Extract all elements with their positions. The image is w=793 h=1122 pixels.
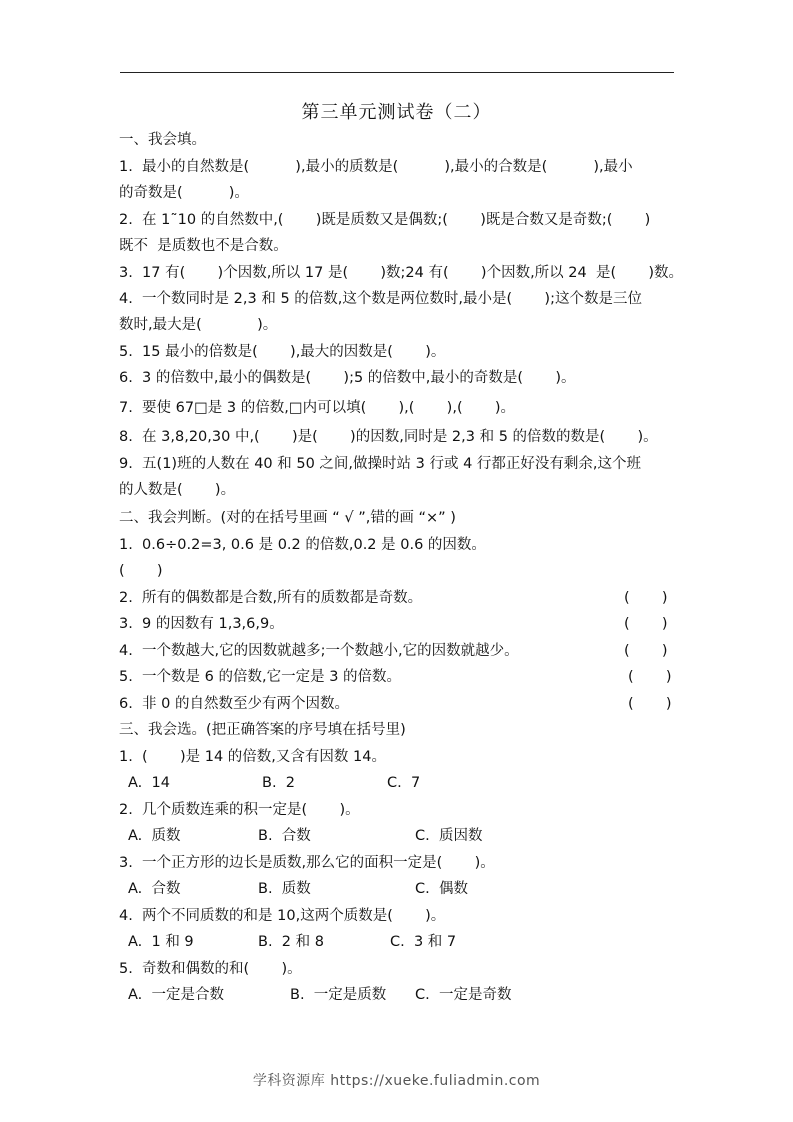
choice-2-option-c: C. 质因数 (415, 828, 483, 844)
choice-question-3: 3. 一个正方形的边长是质数,那么它的面积一定是( )。 (119, 855, 495, 871)
choice-question-2: 2. 几个质数连乘的积一定是( )。 (119, 802, 360, 818)
fill-line-6: 4. 一个数同时是 2,3 和 5 的倍数,这个数是两位数时,最小是( );这个数是三位 (119, 291, 642, 307)
fill-line-1: 1. 最小的自然数是( ),最小的质数是( ),最小的合数是( ),最小 (119, 159, 633, 175)
section-heading-judge: 二、我会判断。(对的在括号里画 “ √ ”,错的画 “×” ) (119, 510, 456, 526)
section-heading-fill: 一、我会填。 (119, 132, 206, 148)
choice-3-option-b: B. 质数 (258, 881, 311, 897)
choice-3-option-c: C. 偶数 (415, 881, 468, 897)
judge-answer-paren-4: ( ) (624, 643, 668, 659)
judge-question-6: 6. 非 0 的自然数至少有两个因数。 (119, 696, 349, 712)
judge-question-3: 3. 9 的因数有 1,3,6,9。 (119, 616, 284, 632)
judge-answer-paren-6: ( ) (628, 696, 672, 712)
choice-2-option-b: B. 合数 (258, 828, 311, 844)
choice-1-option-b: B. 2 (262, 775, 296, 791)
fill-line-5: 3. 17 有( )个因数,所以 17 是( )数;24 有( )个因数,所以 24 是( )数。 (119, 265, 684, 281)
fill-line-2: 的奇数是( )。 (119, 185, 249, 201)
choice-question-1: 1. ( )是 14 的倍数,又含有因数 14。 (119, 749, 386, 765)
choice-1-option-c: C. 7 (387, 775, 421, 791)
judge-answer-paren-2: ( ) (624, 590, 668, 606)
judge-answer-paren-1: ( ) (119, 563, 163, 579)
fill-line-8: 5. 15 最小的倍数是( ),最大的因数是( )。 (119, 344, 446, 360)
fill-line-7: 数时,最大是( )。 (119, 317, 278, 333)
judge-answer-paren-3: ( ) (624, 616, 668, 632)
choice-4-option-c: C. 3 和 7 (390, 934, 457, 950)
choice-4-option-a: A. 1 和 9 (128, 934, 194, 950)
choice-question-4: 4. 两个不同质数的和是 10,这两个质数是( )。 (119, 908, 446, 924)
choice-4-option-b: B. 2 和 8 (258, 934, 324, 950)
choice-5-option-c: C. 一定是奇数 (415, 987, 512, 1003)
judge-question-1: 1. 0.6÷0.2=3, 0.6 是 0.2 的倍数,0.2 是 0.6 的因数。 (119, 537, 486, 553)
page-title: 第三单元测试卷（二） (301, 102, 492, 123)
fill-line-13: 的人数是( )。 (119, 482, 236, 498)
judge-question-4: 4. 一个数越大,它的因数就越多;一个数越小,它的因数就越少。 (119, 643, 519, 659)
fill-line-3: 2. 在 1˜10 的自然数中,( )既是质数又是偶数;( )既是合数又是奇数;( ) (119, 212, 651, 228)
section-heading-choose: 三、我会选。(把正确答案的序号填在括号里) (119, 722, 406, 738)
judge-question-5: 5. 一个数是 6 的倍数,它一定是 3 的倍数。 (119, 669, 402, 685)
fill-line-4: 既不 是质数也不是合数。 (119, 238, 288, 254)
choice-1-option-a: A. 14 (128, 775, 170, 791)
choice-3-option-a: A. 合数 (128, 881, 181, 897)
choice-5-option-b: B. 一定是质数 (290, 987, 387, 1003)
choice-2-option-a: A. 质数 (128, 828, 181, 844)
judge-answer-paren-5: ( ) (628, 669, 672, 685)
header-rule (120, 72, 674, 73)
choice-5-option-a: A. 一定是合数 (128, 987, 224, 1003)
choice-question-5: 5. 奇数和偶数的和( )。 (119, 961, 302, 977)
footer-watermark: 学科资源库 https://xueke.fuliadmin.com (252, 1073, 541, 1089)
fill-line-10: 7. 要使 67□是 3 的倍数,□内可以填( ),( ),( )。 (119, 400, 516, 416)
fill-line-11: 8. 在 3,8,20,30 中,( )是( )的因数,同时是 2,3 和 5 的倍数的数是( )。 (119, 429, 658, 445)
fill-line-9: 6. 3 的倍数中,最小的偶数是( );5 的倍数中,最小的奇数是( )。 (119, 370, 576, 386)
fill-line-12: 9. 五(1)班的人数在 40 和 50 之间,做操时站 3 行或 4 行都正好没有剩余,这个班 (119, 456, 642, 472)
judge-question-2: 2. 所有的偶数都是合数,所有的质数都是奇数。 (119, 590, 423, 606)
